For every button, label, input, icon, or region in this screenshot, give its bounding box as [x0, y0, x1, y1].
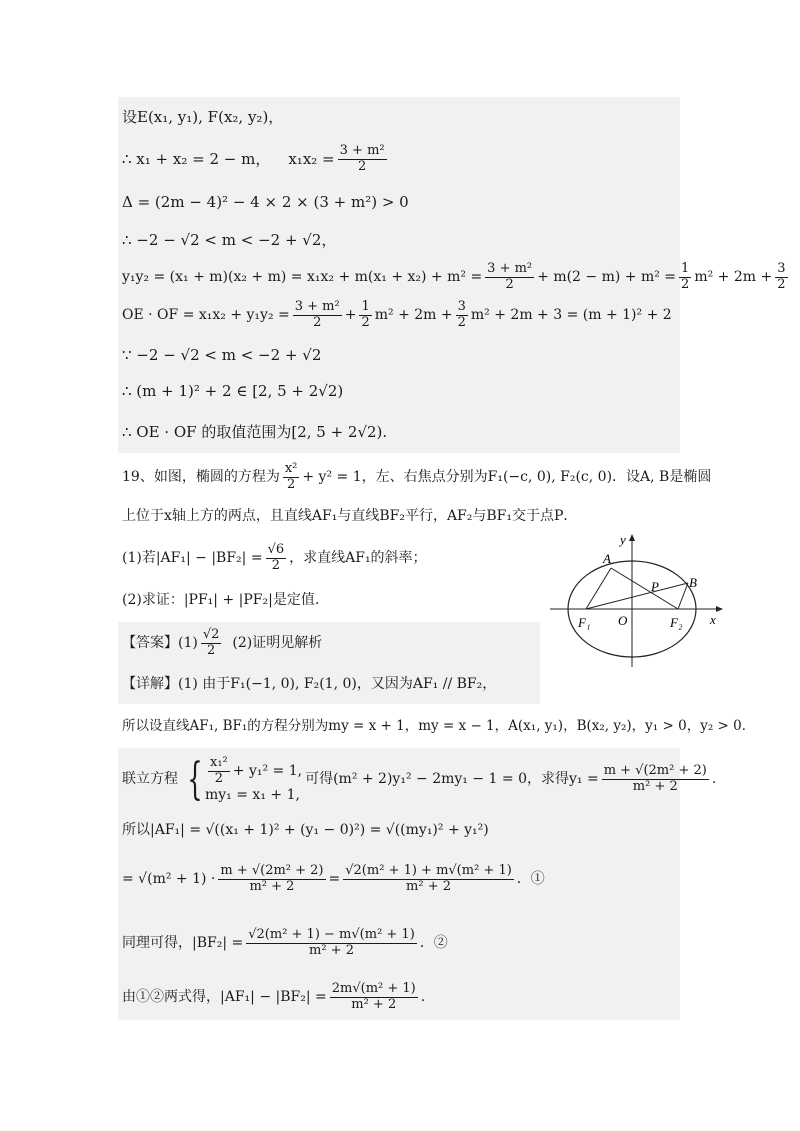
- equation-system: { $\frac{\text{x₁²}}{2}$ + y₁² = 1, my₁ = x₁ + 1,: [187, 753, 303, 805]
- detail-system-line: 联立方程 { $\frac{\text{x₁²}}{2}$ + y₁² = 1, my₁ = x₁ + 1, 可得(m² + 2)y₁² − 2my₁ − 1 = 0，求得y₁ = $\frac{\text{m + √(2m² + 2)}}{\text{m² + 2}}$ .: [122, 753, 717, 805]
- discriminant-line: Δ = (2m − 4)² − 4 × 2 × (3 + m²) > 0: [122, 193, 409, 211]
- problem-part-1: (1)若|AF₁| − |BF₂| = $\frac{√6}{2}$ ，求直线AF₁的斜率；: [122, 542, 427, 573]
- label-x: x: [710, 612, 716, 627]
- segment-af1: [586, 568, 611, 609]
- problem-line-2: 上位于x轴上方的两点，且直线AF₁与直线BF₂平行，AF₂与BF₁交于点P．: [122, 508, 578, 524]
- range-result-line: ∴ OE · OF 的取值范围为[2, 5 + 2√2).: [122, 423, 388, 441]
- detail-af1-result-line: = √(m² + 1) · $\frac{\text{m + √(2m² + 2)}}{\text{m² + 2}}$ = $\frac{\text{√2(m² + 1) + m√(m² + 1)}}{\text{m² + 2}}$ ．①: [122, 863, 545, 894]
- detail-diff-line: 由①②两式得，|AF₁| − |BF₂| = $\frac{\text{2m√(m² + 1)}}{\text{m² + 2}}$ .: [122, 981, 426, 1012]
- segment-bf1: [586, 583, 688, 609]
- detail-af1-line: 所以|AF₁| = √((x₁ + 1)² + (y₁ − 0)²) = √((my₁)² + y₁²): [122, 822, 489, 838]
- setup-line: 设E(x₁, y₁), F(x₂, y₂)，: [122, 108, 284, 126]
- vieta-line: ∴ x₁ + x₂ = 2 − m， x₁x₂ = $\frac{\text{3 + m²}}{2}$: [122, 143, 385, 174]
- detail-line-2: 所以设直线AF₁, BF₁的方程分别为my = x + 1，my = x − 1，A(x₁, y₁)，B(x₂, y₂)，y₁ > 0，y₂ > 0．: [122, 718, 756, 734]
- problem-part-2: (2)求证：|PF₁| + |PF₂|是定值.: [122, 592, 320, 608]
- label-y: y: [620, 532, 626, 547]
- segment-bf2: [678, 583, 688, 609]
- problem-line-1: 19、如图，椭圆的方程为 $\frac{\text{x²}}{2}$ + y² = 1，左、右焦点分别为F₁(−c, 0), F₂(c, 0)．设A, B是椭圆: [122, 461, 712, 492]
- label-f1: F₁: [578, 615, 591, 630]
- label-o: O: [618, 613, 628, 628]
- y-axis-arrow: [629, 534, 635, 541]
- label-a: A: [603, 551, 611, 566]
- y1y2-line: y₁y₂ = (x₁ + m)(x₂ + m) = x₁x₂ + m(x₁ + x₂) + m² = $\frac{\text{3 + m²}}{2}$ + m(2 − m) + m² = $\frac{1}{2}$ m² + 2m + $\frac{3}{2}$: [122, 261, 786, 292]
- label-f2: F₂: [670, 615, 683, 630]
- label-p: P: [651, 579, 659, 594]
- detail-line-1: 【详解】(1) 由于F₁(−1, 0), F₂(1, 0)，又因为AF₁ // BF₂，: [122, 676, 497, 692]
- dot-product-line: OE · OF = x₁x₂ + y₁y₂ = $\frac{\text{3 + m²}}{2}$ + $\frac{1}{2}$ m² + 2m + $\frac{3}{2}$ m² + 2m + 3 = (m + 1)² + 2: [122, 299, 672, 330]
- fraction: $\frac{\text{3 + m²}}{2}$: [339, 143, 385, 174]
- label-b: B: [689, 575, 697, 590]
- ellipse-figure: [548, 532, 728, 672]
- m-range-line: ∴ −2 − √2 < m < −2 + √2，: [122, 231, 337, 249]
- because-line: ∵ −2 − √2 < m < −2 + √2: [122, 346, 322, 364]
- x-axis-arrow: [716, 606, 723, 612]
- detail-bf2-line: 同理可得，|BF₂| = $\frac{\text{√2(m² + 1) − m√(m² + 1)}}{\text{m² + 2}}$ ．②: [122, 927, 448, 958]
- answer-line: 【答案】(1) $\frac{√2}{2}$ (2)证明见解析: [122, 627, 323, 658]
- therefore-line: ∴ (m + 1)² + 2 ∈ [2, 5 + 2√2): [122, 382, 344, 400]
